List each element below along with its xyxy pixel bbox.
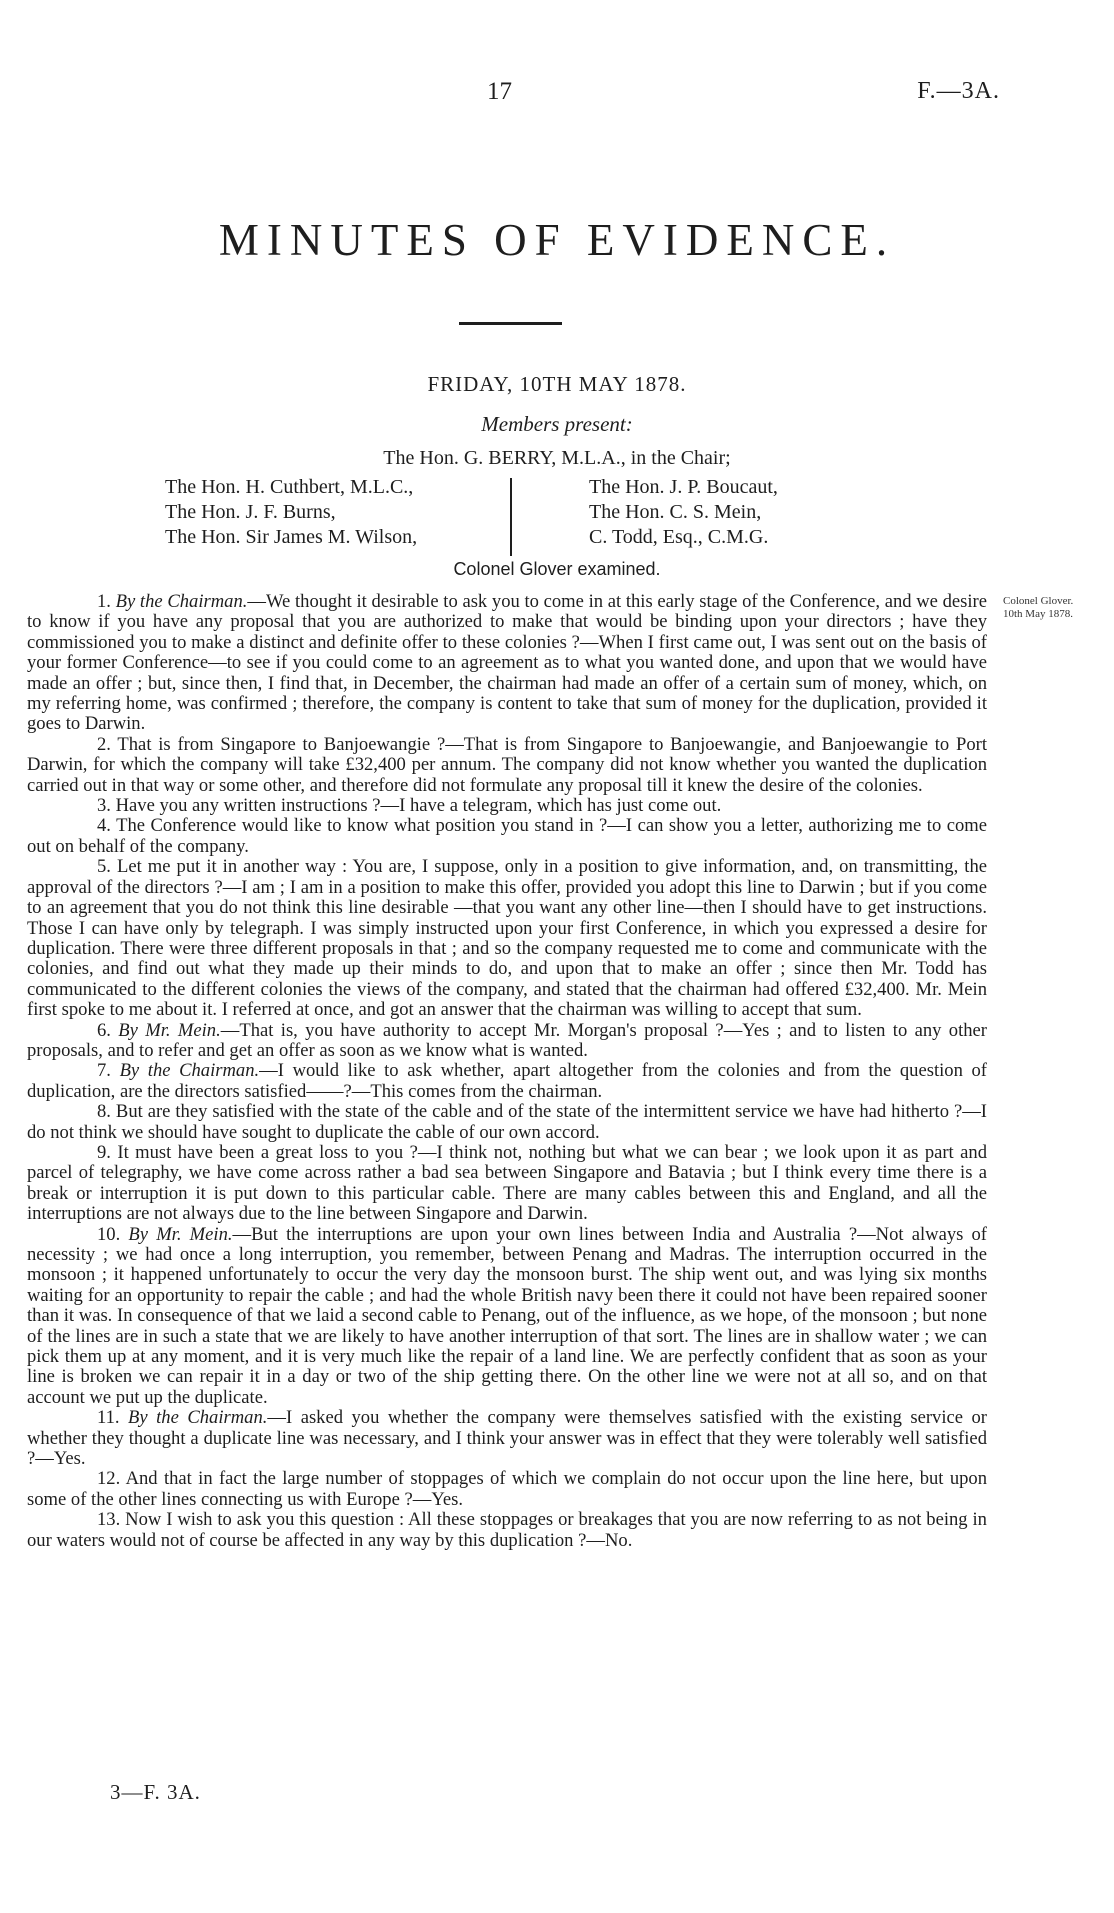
evidence-body (27, 592, 987, 1551)
margin-note-date: 10th May 1878. (1003, 608, 1073, 620)
evidence-paragraph (27, 857, 987, 1020)
question-number: 2. (97, 733, 111, 755)
question-text: That is from Singapore to Banjoewangie ?—That is from Singapore to Banjoewangie, and Banjoewangie to Port Darwin, for which the company will take £32,400 per annum. The company did not know whether you wanted the duplication carried out in that way or some other, and therefore did not formulate any proposal till it knew the desire of the colonies. (27, 733, 987, 796)
evidence-paragraph (27, 1102, 987, 1143)
members-list-left (165, 475, 417, 550)
question-number: 4. (97, 815, 111, 837)
session-date: FRIDAY, 10TH MAY 1878. (427, 372, 687, 396)
margin-note (1003, 595, 1073, 621)
question-speaker: By the Chairman. (119, 1060, 260, 1082)
member-name: The Hon. C. S. Mein, (589, 501, 762, 523)
question-number: 6. (97, 1019, 111, 1041)
question-text: —I asked you whether the company were themselves satisfied with the existing service or whether they thought a duplicate line was necessary, and I think your answer was in effect that they were tolerably well satisfied ?—Yes. (27, 1407, 987, 1470)
evidence-paragraph (27, 1225, 987, 1409)
question-text: And that in fact the large number of stoppages of which we complain do not occur upon the line here, but upon some of the other lines connecting us with Europe ?—Yes. (27, 1468, 988, 1510)
question-text: The Conference would like to know what position you stand in ?—I can show you a letter, authorizing me to come out on behalf of the company. (27, 815, 988, 857)
question-number: 8. (97, 1101, 111, 1123)
question-text: Let me put it in another way : You are, I suppose, only in a position to give information, and, on transmitting, the approval of the directors ?—I am ; I am in a position to make this offer, provided you adopt this line to Darwin ; but if you come to an agreement that you do not think this line desirable —that you want any other line—then I should have to get instructions. Those I can have only by telegraph. I was simply instructed upon your first Conference, in which you expressed a desire for duplication. There were three different proposals in that ; and so the company requested me to come and communicate with the colonies, and find out what they made up their minds to do, and upon that to make an offer ; since then Mr. Todd has communicated to the different colonies the views of the company, and stated that the chairman had offered £32,400. Mr. Mein first spoke to me about it. I referred at once, and got an answer that the chairman was willing to accept that sum. (27, 856, 987, 1021)
witness-line: Colonel Glover examined. (453, 559, 661, 579)
question-number: 13. (97, 1509, 121, 1531)
members-heading: Members present: (481, 412, 633, 436)
members-list-right (589, 475, 778, 550)
member-name: The Hon. H. Cuthbert, M.L.C., (165, 476, 414, 498)
question-number: 5. (97, 856, 111, 878)
question-number: 9. (97, 1141, 111, 1163)
evidence-paragraph (27, 1061, 987, 1102)
title-divider (459, 322, 562, 325)
question-speaker: By the Chairman. (115, 591, 248, 612)
question-number: 12. (97, 1468, 121, 1490)
evidence-paragraph (27, 1143, 987, 1225)
question-text: But are they satisfied with the state of the cable and of the state of the intermittent service we have had hitherto ?—I do not think we should have sought to duplicate the cable of our own accord. (27, 1101, 987, 1143)
question-number: 10. (97, 1223, 121, 1245)
evidence-paragraph (27, 1469, 987, 1510)
question-text: —That is, you have authority to accept Mr. Morgan's proposal ?—Yes ; and to listen to any other proposals, and to refer and get an offer as soon as we know what is wanted. (27, 1019, 987, 1061)
question-speaker: By Mr. Mein. (128, 1223, 233, 1245)
evidence-paragraph (27, 796, 987, 816)
member-name: The Hon. J. P. Boucaut, (589, 476, 778, 498)
evidence-paragraph (27, 1510, 987, 1551)
question-text: Have you any written instructions ?—I have a telegram, which has just come out. (115, 795, 722, 817)
question-text: —But the interruptions are upon your own lines between India and Australia ?—Not always of necessity ; we had once a long interruption, you remember, between Penang and Madras. The interruption occurred in the monsoon ; it happened unfortunately to occur the very day the monsoon burst. The ship went out, and was lying six months waiting for an opportunity to repair the cable ; and had the whole British navy been there it could not have been repaired sooner than it was. In consequence of that we laid a second cable to Penang, out of the influence, as we hope, of the monsoon ; but none of the lines are in such a state that we are likely to have another interruption of that sort. The lines are in shallow water ; we can pick them up at any moment, and it is very much like the repair of a land line. We are perfectly confident that as soon as your line is broken we can repair it in a day or two of the ship getting there. On the other line we were not at all so, and on that account we put up the duplicate. (27, 1223, 987, 1408)
page-number: 17 (487, 78, 512, 105)
question-number: 7. (97, 1060, 111, 1082)
members-divider (510, 478, 512, 556)
question-number: 3. (97, 795, 111, 817)
evidence-paragraph (27, 735, 987, 796)
paper-reference: F.—3A. (917, 78, 1000, 104)
evidence-paragraph (27, 1021, 987, 1062)
question-number: 11. (97, 1407, 120, 1429)
evidence-paragraph (27, 816, 987, 857)
margin-note-witness: Colonel Glover. (1003, 595, 1074, 607)
question-number: 1. (97, 591, 111, 612)
evidence-paragraph (27, 592, 987, 735)
question-text: —We thought it desirable to ask you to come in at this early stage of the Conference, and we desire to know if you have any proposal that you are authorized to make that would be binding upon your directors ; have they commissioned you to make a distinct and definite offer to these colonies ?—When I first came out, I was sent out on the basis of your former Conference—to see if you could come to an agreement as to what you wanted done, and upon that we would have made an offer ; but, since then, I find that, in December, the chairman had made an offer of a certain sum of money, which, on my referring home, was confirmed ; therefore, the company is content to take that sum of money for the duplication, provided it goes to Darwin. (27, 591, 987, 735)
question-text: Now I wish to ask you this question : All these stoppages or breakages that you are now referring to as not being in our waters would not of course be affected in any way by this duplication ?—No. (27, 1509, 987, 1551)
main-title: MINUTES OF EVIDENCE. (218, 215, 896, 265)
question-speaker: By Mr. Mein. (118, 1019, 221, 1041)
question-text: It must have been a great loss to you ?—I think not, nothing but what we can bear ; we look upon it as part and parcel of telegraphy, we have come across rather a bad sea between Singapore and Batavia ; but I think every time there is a break or interruption it is put down to this particular cable. There are many cables between this and England, and all the interruptions are not always due to the line between Singapore and Darwin. (27, 1141, 987, 1225)
question-speaker: By the Chairman. (128, 1407, 268, 1429)
chair-line: The Hon. G. BERRY, M.L.A., in the Chair; (383, 447, 731, 469)
member-name: The Hon. J. F. Burns, (165, 501, 336, 523)
evidence-paragraph (27, 1408, 987, 1469)
member-name: C. Todd, Esq., C.M.G. (589, 526, 769, 548)
member-name: The Hon. Sir James M. Wilson, (165, 526, 418, 548)
question-text: —I would like to ask whether, apart altogether from the colonies and from the question of duplication, are the directors satisfied——?—This comes from the chairman. (27, 1060, 987, 1102)
footer-signature: 3—F. 3A. (110, 1780, 201, 1804)
